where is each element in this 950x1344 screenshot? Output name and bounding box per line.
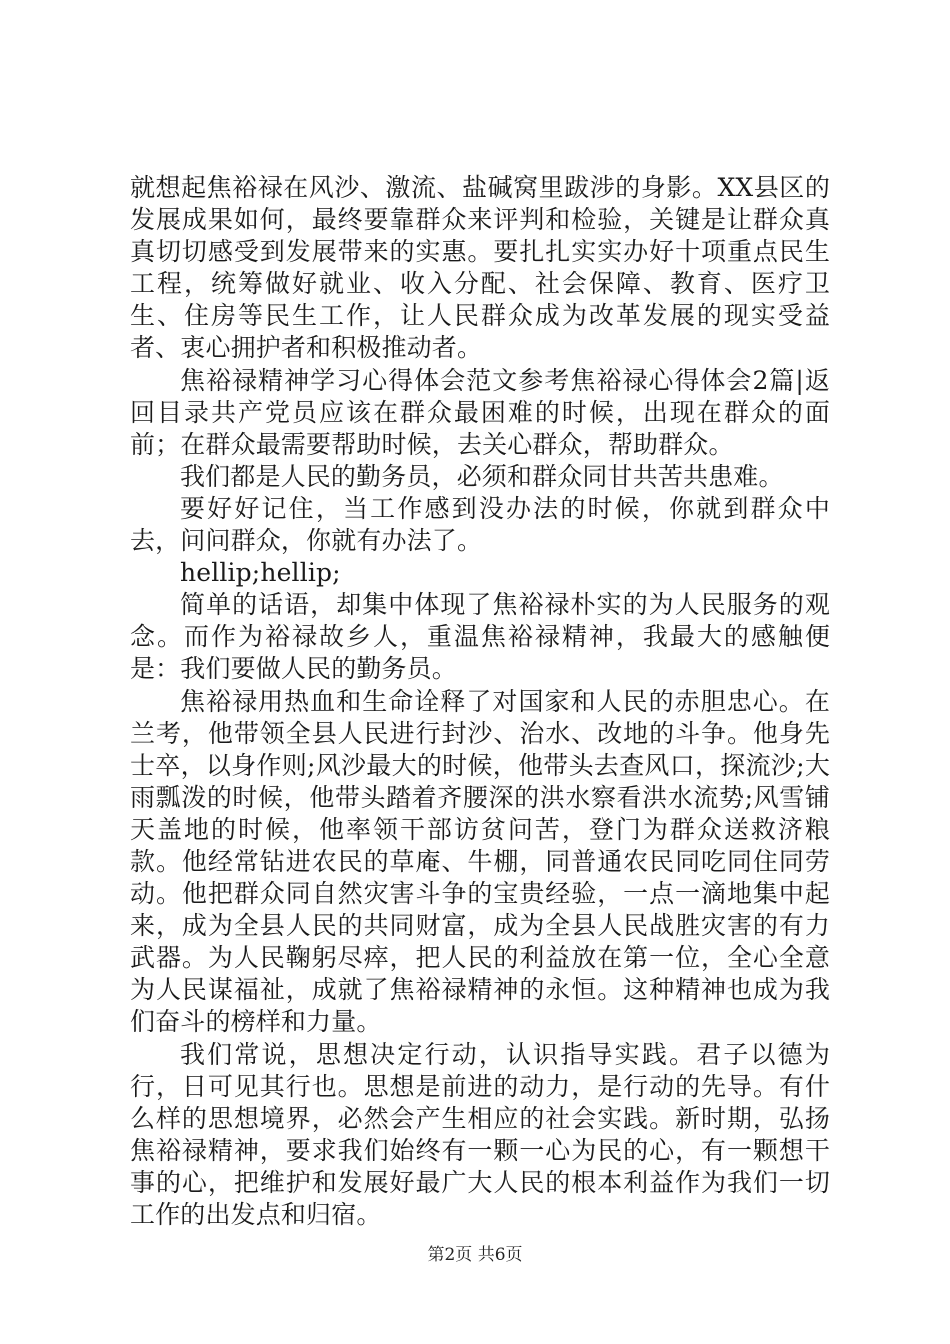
paragraph-quote-ask-masses: 要好好记住，当工作感到没办法的时候，你就到群众中去，问问群众，你就有办法了。 bbox=[130, 493, 830, 556]
paragraph-continuation: 就想起焦裕禄在风沙、激流、盐碱窝里跋涉的身影。XX县区的发展成果如何，最终要靠群众来评判和检验，关键是让群众真真切切感受到发展带来的实惠。要扎扎实实办好十项重点民生工程，统筹做好就业、收入分配、社会保障、教育、医疗卫生、住房等民生工作，让人民群众成为改革发展的现实受益者、衷心拥护者和积极推动者。 bbox=[130, 173, 830, 363]
paragraph-ellipsis: hellip;hellip; bbox=[180, 558, 341, 588]
document-body bbox=[130, 172, 830, 1231]
paragraph-return-to-contents: 焦裕禄精神学习心得体会范文参考焦裕禄心得体会2篇|返回目录共产党员应该在群众最困难的时候，出现在群众的面前；在群众最需要帮助时候，去关心群众，帮助群众。 bbox=[130, 365, 830, 459]
paragraph-simple-words: 简单的话语，却集中体现了焦裕禄朴实的为人民服务的观念。而作为裕禄故乡人，重温焦裕禄精神，我最大的感触便是：我们要做人民的勤务员。 bbox=[130, 590, 830, 684]
paragraph-thought-action: 我们常说，思想决定行动，认识指导实践。君子以德为行，日可见其行也。思想是前进的动力，是行动的先导。有什么样的思想境界，必然会产生相应的社会实践。新时期，弘扬焦裕禄精神，要求我们始终有一颗一心为民的心，有一颗想干事的心，把维护和发展好最广大人民的根本利益作为我们一切工作的出发点和归宿。 bbox=[130, 1039, 830, 1229]
page-number-footer: 第2页 共6页 bbox=[427, 1245, 523, 1265]
paragraph-jiao-yulu-deeds: 焦裕禄用热血和生命诠释了对国家和人民的赤胆忠心。在兰考，他带领全县人民进行封沙、治水、改地的斗争。他身先士卒，以身作则;风沙最大的时候，他带头去查风口，探流沙;大雨瓢泼的时候，他带头踏着齐腰深的洪水察看洪水流势;风雪铺天盖地的时候，他率领干部访贫问苦，登门为群众送救济粮款。他经常钻进农民的草庵、牛棚，同普通农民同吃同住同劳动。他把群众同自然灾害斗争的宝贵经验，一点一滴地集中起来，成为全县人民的共同财富，成为全县人民战胜灾害的有力武器。为人民鞠躬尽瘁，把人民的利益放在第一位，全心全意为人民谋福祉，成就了焦裕禄精神的永恒。这种精神也成为我们奋斗的榜样和力量。 bbox=[130, 686, 830, 1037]
paragraph-quote-servant: 我们都是人民的勤务员，必须和群众同甘共苦共患难。 bbox=[180, 461, 784, 491]
